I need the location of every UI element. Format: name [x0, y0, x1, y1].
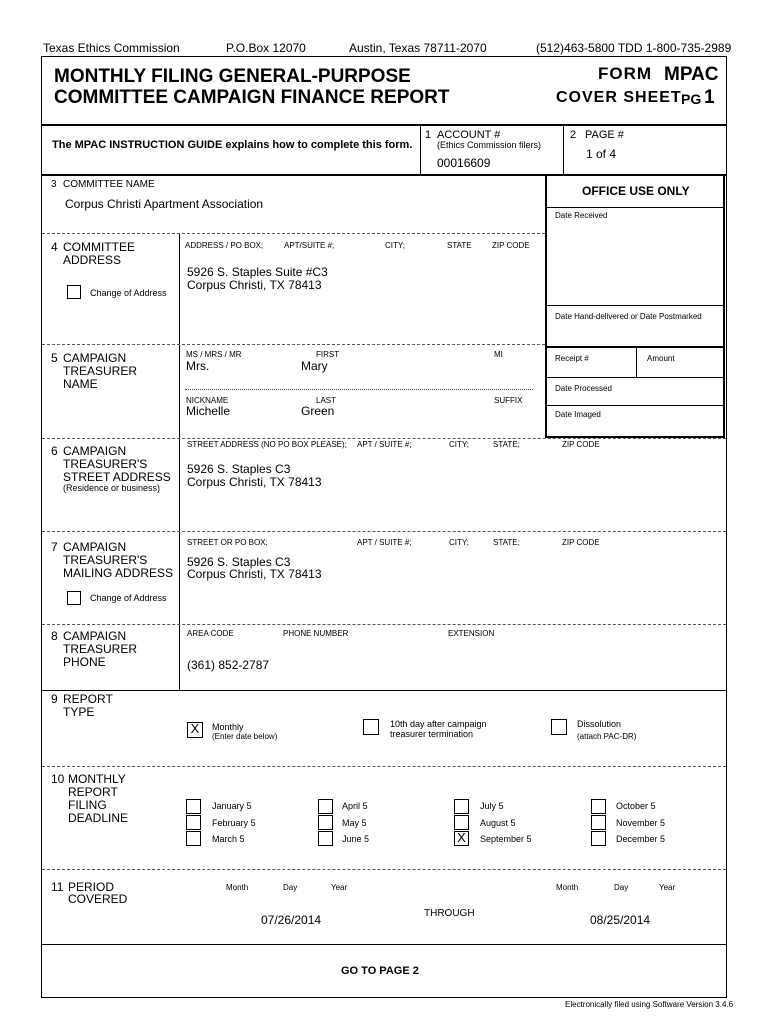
agency-city: Austin, Texas 78711-2070 [349, 41, 487, 55]
col-city-label: CITY; [449, 538, 469, 547]
december-label: December 5 [616, 834, 666, 844]
august-label: August 5 [480, 818, 516, 828]
col-apt-label: APT/SUITE #; [284, 241, 335, 250]
col-title-label: MS / MRS / MR [186, 350, 242, 359]
col-state-label: STATE [447, 241, 472, 250]
pg-label: PG [681, 91, 702, 107]
treasurer-phone-label2: TREASURER [63, 642, 138, 656]
divider [179, 345, 180, 438]
col-apt-label: APT / SUITE #; [357, 440, 412, 449]
report-type-label1: REPORT [63, 692, 113, 706]
period-from-value[interactable]: 07/26/2014 [261, 913, 322, 927]
sec6-num: 6 [51, 444, 58, 458]
sec7-num: 7 [51, 540, 58, 554]
receipt-label: Receipt # [555, 354, 589, 363]
divider [179, 532, 180, 624]
treasurer-street-line2[interactable]: Corpus Christi, TX 78413 [187, 475, 322, 489]
pg-number: 1 [704, 87, 715, 108]
sec9-num: 9 [51, 692, 58, 706]
deadline-label2: REPORT [68, 785, 118, 799]
from-month-label: Month [226, 883, 249, 892]
deadline-label3: FILING [68, 798, 107, 812]
december-checkbox[interactable] [591, 831, 606, 846]
november-label: November 5 [616, 818, 666, 828]
from-day-label: Day [283, 883, 298, 892]
treasurer-street-line1[interactable]: 5926 S. Staples C3 [187, 462, 291, 476]
agency-name: Texas Ethics Commission [43, 41, 180, 55]
change-mailing-address-label: Change of Address [90, 593, 167, 603]
dissolution-checkbox[interactable] [551, 719, 567, 735]
col-state-label: STATE; [493, 440, 520, 449]
divider [42, 690, 726, 691]
june-checkbox[interactable] [318, 831, 333, 846]
tenth-day-label1: 10th day after campaign [390, 719, 487, 729]
august-checkbox[interactable] [454, 815, 469, 830]
divider [179, 234, 180, 344]
col-address-label: ADDRESS / PO BOX; [185, 241, 264, 250]
page-value[interactable]: 1 of 4 [586, 147, 617, 161]
february-checkbox[interactable] [186, 815, 201, 830]
committee-address-line1[interactable]: 5926 S. Staples Suite #C3 [187, 265, 328, 279]
april-checkbox[interactable] [318, 799, 333, 814]
treasurer-last-value[interactable]: Green [301, 404, 335, 418]
footer-software-version: Electronically filed using Software Version 3.4.6 [565, 1000, 734, 1009]
col-apt-label: APT / SUITE #; [357, 538, 412, 547]
february-label: February 5 [212, 818, 256, 828]
may-label: May 5 [342, 818, 367, 828]
divider [42, 766, 726, 767]
dissolution-sub-label: (attach PAC-DR) [577, 732, 637, 741]
change-mailing-address-checkbox[interactable] [67, 591, 81, 605]
january-label: January 5 [212, 801, 252, 811]
divider [42, 438, 726, 439]
march-label: March 5 [212, 834, 245, 844]
treasurer-name-label3: NAME [63, 377, 98, 391]
period-to-value[interactable]: 08/25/2014 [590, 913, 651, 927]
divider [42, 944, 726, 945]
to-month-label: Month [556, 883, 579, 892]
divider [636, 347, 637, 377]
treasurer-street-label3: STREET ADDRESS [63, 470, 171, 484]
april-label: April 5 [342, 801, 368, 811]
col-city-label: CITY; [385, 241, 405, 250]
col-city-label: CITY; [449, 440, 469, 449]
treasurer-nickname-value[interactable]: Michelle [186, 404, 231, 418]
page-label: PAGE # [585, 129, 624, 141]
treasurer-mailing-line1[interactable]: 5926 S. Staples C3 [187, 555, 291, 569]
from-year-label: Year [331, 883, 348, 892]
instructions-text: The MPAC INSTRUCTION GUIDE explains how to complete this form. [52, 139, 413, 151]
change-address-checkbox[interactable] [67, 285, 81, 299]
date-imaged-label: Date Imaged [555, 410, 601, 419]
divider [42, 233, 545, 234]
divider [42, 344, 545, 345]
col-extension-label: EXTENSION [448, 629, 495, 638]
monthly-checkbox[interactable]: X [187, 722, 203, 738]
form-label: FORM [598, 64, 653, 83]
sec3-num: 3 [51, 179, 57, 190]
treasurer-name-label1: CAMPAIGN [63, 351, 127, 365]
agency-pobox: P.O.Box 12070 [226, 41, 306, 55]
through-label: THROUGH [424, 908, 475, 919]
form-title-line2: COMMITTEE CAMPAIGN FINANCE REPORT [54, 87, 450, 108]
sec11-num: 11 [51, 880, 64, 894]
divider [547, 207, 725, 208]
col-first-label: FIRST [316, 350, 340, 359]
treasurer-mailing-label3: MAILING ADDRESS [63, 566, 174, 580]
treasurer-mailing-label2: TREASURER'S [63, 553, 148, 567]
tenth-day-checkbox[interactable] [363, 719, 379, 735]
divider [563, 124, 564, 174]
col-mi-label: MI [494, 350, 503, 359]
date-received-label: Date Received [555, 211, 608, 220]
committee-name-value[interactable]: Corpus Christi Apartment Association [65, 197, 264, 211]
to-year-label: Year [659, 883, 676, 892]
account-sub: (Ethics Commission filers) [437, 140, 542, 150]
divider [547, 405, 725, 406]
go-to-page-2: GO TO PAGE 2 [341, 965, 419, 977]
committee-name-label: COMMITTEE NAME [63, 179, 155, 190]
sec4-num: 4 [51, 240, 58, 254]
form-title-line1: MONTHLY FILING GENERAL-PURPOSE [54, 66, 411, 87]
col-last-label: LAST [316, 396, 337, 405]
september-checkbox[interactable]: X [454, 831, 469, 846]
committee-address-label1: COMMITTEE [63, 240, 135, 254]
divider [42, 869, 726, 870]
col-zip-label: ZIP CODE [492, 241, 530, 250]
divider [547, 377, 725, 378]
committee-address-line2[interactable]: Corpus Christi, TX 78413 [187, 278, 322, 292]
col-street-label: STREET OR PO BOX; [187, 538, 268, 547]
treasurer-phone-value[interactable]: (361) 852-2787 [187, 658, 270, 672]
col-nickname-label: NICKNAME [186, 396, 229, 405]
treasurer-mailing-label1: CAMPAIGN [63, 540, 127, 554]
divider [179, 625, 180, 690]
july-label: July 5 [480, 801, 504, 811]
monthly-sub-label: (Enter date below) [212, 732, 278, 741]
divider [179, 439, 180, 531]
divider [42, 531, 726, 532]
sec5-num: 5 [51, 351, 58, 365]
committee-address-label2: ADDRESS [63, 253, 122, 267]
to-day-label: Day [614, 883, 629, 892]
date-processed-label: Date Processed [555, 384, 612, 393]
col-zip-label: ZIP CODE [562, 440, 600, 449]
agency-phone: (512)463-5800 TDD 1-800-735-2989 [536, 41, 732, 55]
account-num: 1 [425, 129, 432, 141]
divider [185, 389, 533, 390]
treasurer-street-label2: TREASURER'S [63, 457, 148, 471]
treasurer-mailing-line2[interactable]: Corpus Christi, TX 78413 [187, 567, 322, 581]
amount-label: Amount [647, 354, 675, 363]
divider [42, 124, 726, 126]
dissolution-label: Dissolution [577, 719, 622, 729]
march-checkbox[interactable] [186, 831, 201, 846]
treasurer-street-label4: (Residence or business) [63, 483, 161, 493]
treasurer-first-value[interactable]: Mary [301, 359, 328, 373]
november-checkbox[interactable] [591, 815, 606, 830]
divider [42, 624, 726, 625]
sec10-num: 10 [51, 772, 65, 786]
treasurer-title-value[interactable]: Mrs. [186, 359, 210, 373]
treasurer-street-label1: CAMPAIGN [63, 444, 127, 458]
treasurer-phone-label3: PHONE [63, 655, 106, 669]
deadline-label4: DEADLINE [68, 811, 129, 825]
june-label: June 5 [342, 834, 370, 844]
account-label: ACCOUNT # [437, 129, 501, 141]
january-checkbox[interactable] [186, 799, 201, 814]
october-checkbox[interactable] [591, 799, 606, 814]
may-checkbox[interactable] [318, 815, 333, 830]
form-code: MPAC [664, 64, 719, 85]
change-address-label: Change of Address [90, 288, 167, 298]
col-area-code-label: AREA CODE [187, 629, 234, 638]
divider [420, 124, 421, 174]
september-label: September 5 [480, 834, 532, 844]
date-hand-label: Date Hand-delivered or Date Postmarked [555, 312, 702, 321]
july-checkbox[interactable] [454, 799, 469, 814]
period-label2: COVERED [68, 892, 128, 906]
account-value[interactable]: 00016609 [437, 156, 491, 170]
treasurer-phone-label1: CAMPAIGN [63, 629, 127, 643]
tenth-day-label2: treasurer termination [390, 729, 474, 739]
monthly-label: Monthly [212, 722, 244, 732]
col-phone-number-label: PHONE NUMBER [283, 629, 349, 638]
deadline-label1: MONTHLY [68, 772, 126, 786]
col-street-label: STREET ADDRESS (NO PO BOX PLEASE); [187, 440, 347, 449]
cover-sheet-label: COVER SHEET [556, 89, 682, 106]
october-label: October 5 [616, 801, 656, 811]
report-type-label2: TYPE [63, 705, 95, 719]
treasurer-name-label2: TREASURER [63, 364, 138, 378]
page-num: 2 [570, 129, 577, 141]
col-suffix-label: SUFFIX [494, 396, 523, 405]
sec8-num: 8 [51, 629, 58, 643]
period-label1: PERIOD [68, 880, 115, 894]
col-zip-label: ZIP CODE [562, 538, 600, 547]
divider [547, 305, 725, 306]
office-use-title: OFFICE USE ONLY [582, 184, 690, 198]
col-state-label: STATE; [493, 538, 520, 547]
